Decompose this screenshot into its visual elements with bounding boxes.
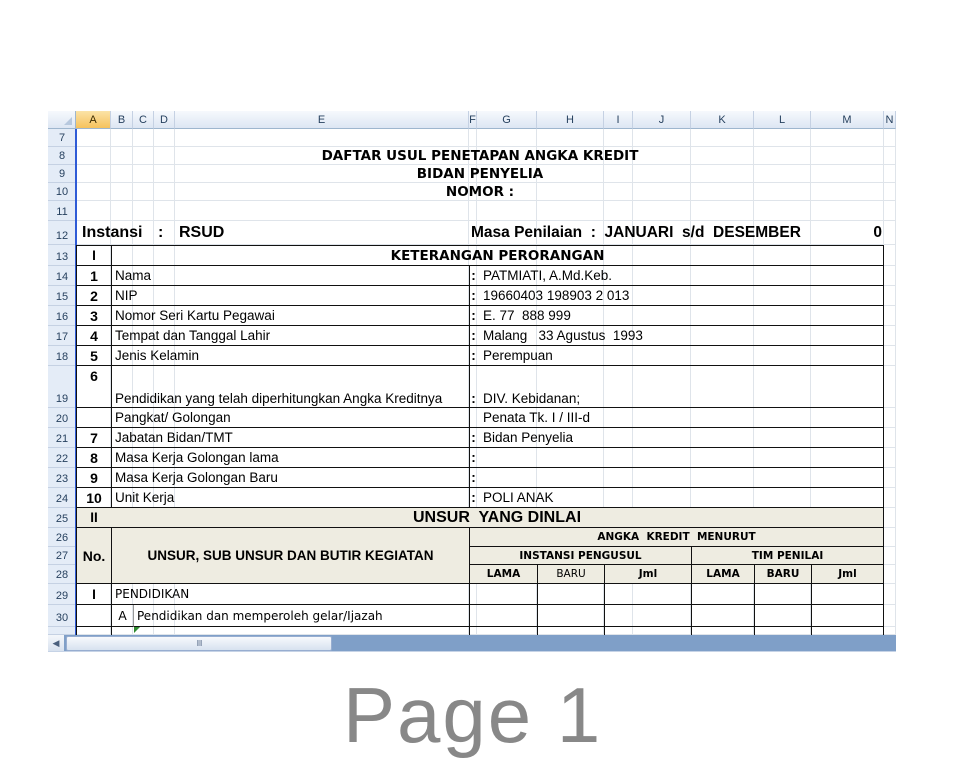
row-header-10[interactable]: 10 (48, 183, 76, 201)
row-header-28[interactable]: 28 (48, 565, 76, 584)
item-value[interactable]: DIV. Kebidanan; (477, 366, 884, 408)
item-value[interactable]: Bidan Penyelia (477, 428, 884, 448)
column-header-k[interactable]: K (691, 111, 754, 129)
row-header-9[interactable]: 9 (48, 165, 76, 183)
item-label: Jabatan Bidan/TMT (111, 428, 469, 448)
row-header-15[interactable]: 15 (48, 286, 76, 306)
partial-row-cell (754, 627, 811, 635)
section-title-keterangan: KETERANGAN PERORANGAN (111, 245, 884, 266)
credit-value-cell[interactable] (604, 584, 691, 605)
instansi-pengusul-header: INSTANSI PENGUSUL (469, 547, 691, 565)
unsur-number (76, 605, 111, 627)
item-label: Unit Kerja (111, 488, 469, 508)
column-header-a[interactable]: A (76, 111, 111, 129)
row-header-partial[interactable] (48, 627, 76, 635)
column-header-m[interactable]: M (811, 111, 884, 129)
subcolumn-header: LAMA (691, 565, 754, 584)
item-label: NIP (111, 286, 469, 306)
masa-penilaian-value: 0 (873, 224, 882, 241)
item-value[interactable]: E. 77 888 999 (477, 306, 884, 326)
item-colon: : (469, 366, 477, 408)
sub-unsur-letter: A (111, 605, 133, 627)
form-title: DAFTAR USUL PENETAPAN ANGKA KREDIT (321, 148, 639, 164)
row-header-18[interactable]: 18 (48, 346, 76, 366)
column-no-header: No. (76, 528, 111, 584)
item-label: Pangkat/ Golongan (111, 408, 469, 428)
item-label: Nomor Seri Kartu Pegawai (111, 306, 469, 326)
form-subtitle: BIDAN PENYELIA (416, 166, 544, 182)
item-colon: : (469, 346, 477, 366)
item-number: 7 (76, 428, 111, 448)
item-label: Masa Kerja Golongan Baru (111, 468, 469, 488)
subcolumn-header: LAMA (469, 565, 537, 584)
item-label: Pendidikan yang telah diperhitungkan Angka Kreditnya (111, 366, 469, 408)
item-number: 2 (76, 286, 111, 306)
item-value[interactable] (477, 448, 884, 468)
row-header-23[interactable]: 23 (48, 468, 76, 488)
subcolumn-header: Jml (811, 565, 884, 584)
horizontal-scrollbar[interactable] (48, 635, 896, 652)
item-colon: : (469, 428, 477, 448)
column-header-b[interactable]: B (111, 111, 133, 129)
item-label: Jenis Kelamin (111, 346, 469, 366)
partial-row-cell (76, 627, 111, 635)
row-header-30[interactable]: 30 (48, 605, 76, 627)
item-colon: : (469, 286, 477, 306)
scrollbar-thumb[interactable]: IIII (66, 636, 332, 651)
partial-row-cell (111, 627, 469, 635)
item-value[interactable]: Malang 33 Agustus 1993 (477, 326, 884, 346)
item-number: 10 (76, 488, 111, 508)
instansi-colon: : (158, 224, 164, 241)
unsur-number: I (76, 584, 111, 605)
item-value[interactable] (477, 468, 884, 488)
item-value[interactable]: Penata Tk. I / III-d (477, 408, 884, 428)
column-header-n[interactable]: N (884, 111, 896, 129)
item-colon: : (469, 266, 477, 286)
row-header-12[interactable]: 12 (48, 221, 76, 245)
partial-row-cell (691, 627, 754, 635)
credit-value-cell[interactable] (811, 584, 884, 605)
item-number: 5 (76, 346, 111, 366)
credit-value-cell[interactable] (469, 584, 537, 605)
subcolumn-header: BARU (537, 565, 604, 584)
item-number: 9 (76, 468, 111, 488)
credit-value-cell[interactable] (754, 605, 811, 627)
unsur-label: PENDIDIKAN (111, 584, 469, 605)
item-value[interactable]: PATMIATI, A.Md.Keb. (477, 266, 884, 286)
partial-row-cell (469, 627, 537, 635)
row-header-22[interactable]: 22 (48, 448, 76, 468)
item-number: 3 (76, 306, 111, 326)
credit-value-cell[interactable] (537, 605, 604, 627)
masa-penilaian: Masa Penilaian : JANUARI s/d DESEMBER (471, 224, 801, 241)
credit-value-cell[interactable] (811, 605, 884, 627)
section-roman-i: I (76, 245, 111, 266)
row-header-29[interactable]: 29 (48, 584, 76, 605)
column-header-i[interactable]: I (604, 111, 633, 129)
item-value[interactable]: POLI ANAK (477, 488, 884, 508)
item-colon: : (469, 448, 477, 468)
subcolumn-header: BARU (754, 565, 811, 584)
gridline (895, 129, 896, 635)
column-header-g[interactable]: G (477, 111, 537, 129)
row-header-11[interactable]: 11 (48, 201, 76, 221)
cell-error-indicator-icon[interactable] (134, 627, 140, 633)
partial-row-cell (811, 627, 884, 635)
row-header-20[interactable]: 20 (48, 408, 76, 428)
subcolumn-header: Jml (604, 565, 691, 584)
page-watermark: Page 1 (343, 671, 603, 759)
credit-value-cell[interactable] (469, 605, 537, 627)
item-value[interactable]: Perempuan (477, 346, 884, 366)
item-number: 4 (76, 326, 111, 346)
column-header-f[interactable]: F (469, 111, 477, 129)
item-colon: : (469, 326, 477, 346)
row-header-25[interactable]: 25 (48, 508, 76, 528)
instansi-label: Instansi (82, 224, 143, 241)
item-colon: : (469, 488, 477, 508)
tim-penilai-header: TIM PENILAI (691, 547, 884, 565)
item-label: Nama (111, 266, 469, 286)
section-roman-ii: II (76, 508, 111, 528)
row-header-24[interactable]: 24 (48, 488, 76, 508)
credit-value-cell[interactable] (691, 605, 754, 627)
column-header-h[interactable]: H (537, 111, 604, 129)
row-header-26[interactable]: 26 (48, 528, 76, 547)
item-colon (469, 408, 477, 428)
row-header-14[interactable]: 14 (48, 266, 76, 286)
row-header-27[interactable]: 27 (48, 547, 76, 565)
column-header-d[interactable]: D (154, 111, 175, 129)
item-number: 8 (76, 448, 111, 468)
spreadsheet-grid[interactable] (48, 111, 896, 759)
scroll-left-arrow-icon[interactable]: ◀ (48, 635, 64, 652)
partial-row-cell (604, 627, 691, 635)
row-header-13[interactable]: 13 (48, 245, 76, 266)
instansi-value: RSUD (179, 224, 225, 241)
row-header-17[interactable]: 17 (48, 326, 76, 346)
credit-value-cell[interactable] (604, 605, 691, 627)
row-header-16[interactable]: 16 (48, 306, 76, 326)
column-header-j[interactable]: J (633, 111, 691, 129)
column-header-l[interactable]: L (754, 111, 811, 129)
row-header-19[interactable]: 19 (48, 366, 76, 408)
row-header-7[interactable]: 7 (48, 129, 76, 147)
item-number: 1 (76, 266, 111, 286)
item-colon: : (469, 468, 477, 488)
row-header-21[interactable]: 21 (48, 428, 76, 448)
item-number (76, 408, 111, 428)
credit-value-cell[interactable] (691, 584, 754, 605)
item-number: 6 (76, 366, 111, 408)
unsur-label: Pendidikan dan memperoleh gelar/Ijazah (133, 605, 469, 627)
angka-kredit-header: ANGKA KREDIT MENURUT (469, 528, 884, 547)
section-title-unsur: UNSUR YANG DINLAI (111, 508, 884, 528)
item-value[interactable]: 19660403 198903 2 013 (477, 286, 884, 306)
form-number: NOMOR : (445, 184, 515, 200)
item-colon: : (469, 306, 477, 326)
credit-value-cell[interactable] (754, 584, 811, 605)
select-all-corner[interactable] (48, 111, 76, 129)
item-label: Masa Kerja Golongan lama (111, 448, 469, 468)
column-unsur-header: UNSUR, SUB UNSUR DAN BUTIR KEGIATAN (111, 528, 469, 584)
column-header-c[interactable]: C (133, 111, 154, 129)
column-header-e[interactable]: E (175, 111, 469, 129)
credit-value-cell[interactable] (537, 584, 604, 605)
partial-row-cell (537, 627, 604, 635)
item-label: Tempat dan Tanggal Lahir (111, 326, 469, 346)
row-header-8[interactable]: 8 (48, 147, 76, 165)
